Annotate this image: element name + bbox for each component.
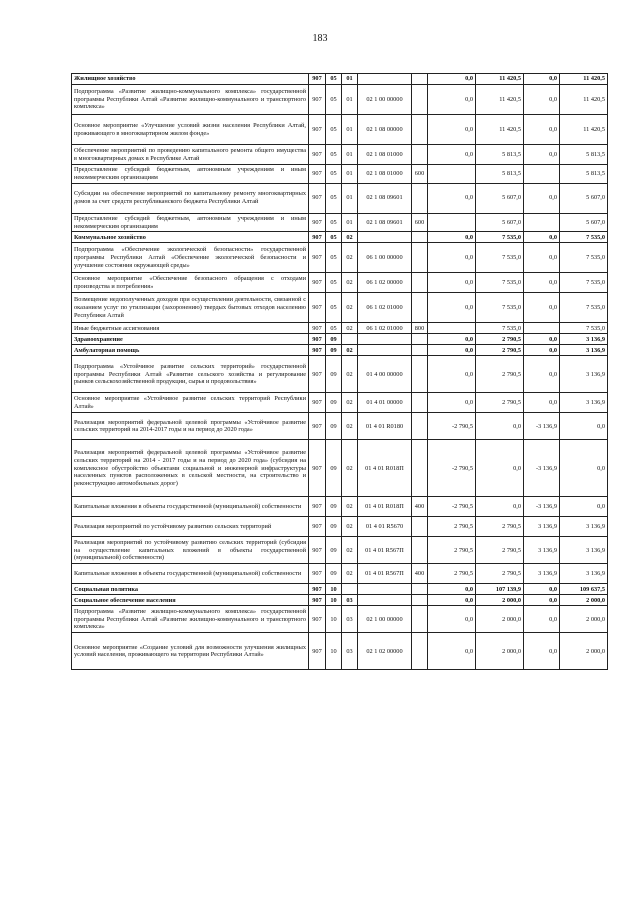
cell-amount-2: 5 813,5: [560, 145, 608, 165]
cell-amount-2: 7 535,0: [560, 232, 608, 243]
cell-amount-1: 5 607,0: [476, 213, 524, 232]
cell-amount-2: 2 000,0: [560, 633, 608, 670]
cell-ved: 907: [309, 213, 326, 232]
table-row: [72, 273, 608, 293]
cell-section: 05: [326, 165, 342, 184]
cell-amount-2: 3 136,9: [560, 356, 608, 393]
cell-amount-1: 7 535,0: [476, 273, 524, 293]
cell-expense-type: 400: [412, 497, 428, 517]
cell-ved: 907: [309, 606, 326, 633]
cell-amount-1: 7 535,0: [476, 232, 524, 243]
table-row: [72, 633, 608, 670]
cell-change-1: 0,0: [428, 334, 476, 345]
table-row: [72, 293, 608, 323]
cell-change-1: 2 790,5: [428, 517, 476, 537]
table-row: [72, 213, 608, 232]
cell-expense-type: 400: [412, 564, 428, 584]
cell-change-2: 0,0: [524, 183, 560, 213]
cell-section: 09: [326, 564, 342, 584]
cell-change-2: 3 136,9: [524, 564, 560, 584]
table-row: [72, 413, 608, 440]
cell-section: 09: [326, 537, 342, 564]
cell-name: Реализация мероприятий федеральной целевой программы «Устойчивое развитие сельских территорий на 2014 - 2017 годы и на период до 2020 года» (субсидия на комплексное обустройство объектами социальной и инженерной инфраструктуры населенных пунктов расположенных в сельской местности, на строительство и реконструкцию автомобильных дорог): [72, 440, 309, 497]
cell-name: Подпрограмма «Обеспечение экологической безопасности» государственной программы Республики Алтай «Обеспечение экологической безопасности и улучшение состояния окружающей среды»: [72, 243, 309, 273]
cell-expense-type: [412, 293, 428, 323]
table-row: [72, 165, 608, 184]
cell-change-1: -2 790,5: [428, 497, 476, 517]
cell-ved: 907: [309, 393, 326, 413]
cell-change-2: 3 136,9: [524, 517, 560, 537]
cell-expense-type: [412, 606, 428, 633]
cell-change-1: [428, 165, 476, 184]
cell-section: 09: [326, 517, 342, 537]
cell-change-2: 0,0: [524, 334, 560, 345]
cell-subsection: 02: [342, 232, 358, 243]
table-row: [72, 595, 608, 606]
cell-expense-type: [412, 85, 428, 115]
cell-subsection: 01: [342, 74, 358, 85]
cell-change-1: 0,0: [428, 356, 476, 393]
cell-subsection: 02: [342, 564, 358, 584]
cell-amount-2: 3 136,9: [560, 517, 608, 537]
cell-change-2: 3 136,9: [524, 537, 560, 564]
cell-expense-type: [412, 584, 428, 595]
cell-ved: 907: [309, 356, 326, 393]
cell-amount-1: 5 813,5: [476, 145, 524, 165]
cell-amount-1: 2 790,5: [476, 356, 524, 393]
cell-subsection: 02: [342, 537, 358, 564]
cell-subsection: 01: [342, 165, 358, 184]
cell-name: Капитальные вложения в объекты государственной (муниципальной) собственности: [72, 497, 309, 517]
cell-section: 09: [326, 356, 342, 393]
table-row: [72, 564, 608, 584]
cell-name: Реализация мероприятий по устойчивому развитию сельских территорий (субсидия на осуществление капитальных вложений в объекты государственной (муниципальной) собственности): [72, 537, 309, 564]
cell-section: 10: [326, 606, 342, 633]
table-row: [72, 440, 608, 497]
cell-expense-type: [412, 413, 428, 440]
table-row: [72, 232, 608, 243]
cell-change-1: 0,0: [428, 293, 476, 323]
cell-amount-1: 2 000,0: [476, 633, 524, 670]
cell-expense-type: 600: [412, 213, 428, 232]
cell-name: Подпрограмма «Развитие жилищно-коммунального комплекса» государственной программы Республики Алтай «Развитие жилищно-коммунального и транспортного комплекса»: [72, 85, 309, 115]
cell-name: Социальное обеспечение населения: [72, 595, 309, 606]
cell-section: 10: [326, 584, 342, 595]
table-row: [72, 115, 608, 145]
cell-change-1: -2 790,5: [428, 440, 476, 497]
cell-target-article: 02 1 00 00000: [358, 85, 412, 115]
cell-subsection: 03: [342, 633, 358, 670]
cell-change-2: -3 136,9: [524, 497, 560, 517]
cell-change-2: 0,0: [524, 293, 560, 323]
cell-ved: 907: [309, 165, 326, 184]
cell-ved: 907: [309, 537, 326, 564]
cell-change-1: 2 790,5: [428, 564, 476, 584]
cell-change-2: 0,0: [524, 606, 560, 633]
cell-target-article: 02 1 08 09601: [358, 183, 412, 213]
cell-change-1: [428, 323, 476, 334]
cell-name: Амбулаторная помощь: [72, 345, 309, 356]
table-row: [72, 74, 608, 85]
cell-target-article: [358, 334, 412, 345]
cell-name: Иные бюджетные ассигнования: [72, 323, 309, 334]
table-row: [72, 334, 608, 345]
cell-expense-type: [412, 183, 428, 213]
cell-subsection: 02: [342, 323, 358, 334]
cell-subsection: 02: [342, 273, 358, 293]
cell-amount-2: 0,0: [560, 497, 608, 517]
cell-change-2: [524, 323, 560, 334]
cell-change-2: -3 136,9: [524, 440, 560, 497]
cell-amount-2: 7 535,0: [560, 293, 608, 323]
cell-target-article: [358, 345, 412, 356]
table-row: [72, 584, 608, 595]
cell-ved: 907: [309, 413, 326, 440]
cell-amount-1: 107 139,9: [476, 584, 524, 595]
cell-section: 05: [326, 293, 342, 323]
cell-amount-2: 3 136,9: [560, 334, 608, 345]
cell-amount-1: 2 790,5: [476, 393, 524, 413]
cell-subsection: 01: [342, 115, 358, 145]
cell-amount-2: 5 813,5: [560, 165, 608, 184]
cell-amount-2: 11 420,5: [560, 115, 608, 145]
cell-name: Жилищное хозяйство: [72, 74, 309, 85]
cell-name: Возмещение недополученных доходов при осуществлении деятельности, связанной с оказанием услуг по утилизации (захоронению) твердых бытовых отходов населению Республики Алтай: [72, 293, 309, 323]
cell-subsection: 03: [342, 606, 358, 633]
cell-expense-type: [412, 393, 428, 413]
cell-section: 10: [326, 633, 342, 670]
cell-change-2: 0,0: [524, 85, 560, 115]
cell-name: Основное мероприятие «Улучшение условий жизни населения Республики Алтай, проживающего в многоквартирном жилом фонде»: [72, 115, 309, 145]
cell-amount-2: 11 420,5: [560, 85, 608, 115]
cell-ved: 907: [309, 595, 326, 606]
cell-name: Реализация мероприятий по устойчивому развитию сельских территорий: [72, 517, 309, 537]
cell-section: 05: [326, 145, 342, 165]
cell-target-article: 01 4 01 R0180: [358, 413, 412, 440]
cell-ved: 907: [309, 345, 326, 356]
cell-section: 09: [326, 497, 342, 517]
cell-amount-1: 7 535,0: [476, 293, 524, 323]
table-row: [72, 85, 608, 115]
cell-change-1: 0,0: [428, 393, 476, 413]
table-row: [72, 517, 608, 537]
cell-expense-type: 600: [412, 165, 428, 184]
cell-ved: 907: [309, 323, 326, 334]
page-number: 183: [312, 33, 328, 44]
cell-name: Обеспечение мероприятий по проведению капитального ремонта общего имущества в многоквартирных домах в Республике Алтай: [72, 145, 309, 165]
cell-change-1: 0,0: [428, 606, 476, 633]
cell-target-article: 06 1 02 01000: [358, 293, 412, 323]
cell-amount-1: 2 790,5: [476, 537, 524, 564]
cell-ved: 907: [309, 145, 326, 165]
cell-change-2: 0,0: [524, 356, 560, 393]
cell-subsection: 01: [342, 85, 358, 115]
cell-target-article: 02 1 08 01000: [358, 145, 412, 165]
cell-change-2: 0,0: [524, 595, 560, 606]
cell-amount-1: 7 535,0: [476, 323, 524, 334]
cell-amount-2: 2 000,0: [560, 595, 608, 606]
cell-section: 05: [326, 232, 342, 243]
cell-ved: 907: [309, 334, 326, 345]
cell-change-1: 0,0: [428, 595, 476, 606]
cell-name: Подпрограмма «Устойчивое развитие сельских территорий» государственной программы Республики Алтай «Развитие сельского хозяйства и регулирование рынков сельскохозяйственной продукции, сырья и продовольствия»: [72, 356, 309, 393]
table-row: [72, 345, 608, 356]
cell-amount-1: 11 420,5: [476, 85, 524, 115]
cell-change-2: 0,0: [524, 345, 560, 356]
cell-section: 05: [326, 323, 342, 334]
cell-section: 10: [326, 595, 342, 606]
cell-expense-type: [412, 345, 428, 356]
cell-amount-2: 7 535,0: [560, 273, 608, 293]
cell-section: 05: [326, 243, 342, 273]
cell-change-2: 0,0: [524, 115, 560, 145]
cell-expense-type: [412, 334, 428, 345]
cell-expense-type: [412, 356, 428, 393]
cell-target-article: 01 4 01 R5670: [358, 517, 412, 537]
cell-amount-2: 3 136,9: [560, 564, 608, 584]
cell-change-2: 0,0: [524, 584, 560, 595]
table-row: [72, 606, 608, 633]
cell-amount-2: 3 136,9: [560, 393, 608, 413]
cell-subsection: 02: [342, 345, 358, 356]
cell-expense-type: [412, 517, 428, 537]
cell-name: Предоставление субсидий бюджетным, автономным учреждениям и иным некоммерческим организациям: [72, 213, 309, 232]
budget-table: [71, 73, 608, 670]
budget-table-body: [72, 74, 608, 670]
cell-section: 09: [326, 334, 342, 345]
cell-target-article: 06 1 02 01000: [358, 323, 412, 334]
cell-ved: 907: [309, 293, 326, 323]
cell-subsection: [342, 334, 358, 345]
cell-amount-2: 5 607,0: [560, 183, 608, 213]
cell-subsection: 03: [342, 595, 358, 606]
cell-expense-type: [412, 537, 428, 564]
cell-ved: 907: [309, 440, 326, 497]
cell-amount-1: 2 790,5: [476, 517, 524, 537]
cell-ved: 907: [309, 232, 326, 243]
cell-section: 05: [326, 213, 342, 232]
cell-expense-type: [412, 273, 428, 293]
cell-section: 05: [326, 115, 342, 145]
cell-change-1: 2 790,5: [428, 537, 476, 564]
cell-amount-1: 2 790,5: [476, 564, 524, 584]
cell-section: 09: [326, 440, 342, 497]
cell-section: 05: [326, 183, 342, 213]
cell-ved: 907: [309, 85, 326, 115]
cell-target-article: 02 1 08 00000: [358, 115, 412, 145]
cell-amount-2: 7 535,0: [560, 323, 608, 334]
cell-ved: 907: [309, 497, 326, 517]
cell-name: Основное мероприятие «Устойчивое развитие сельских территорий Республики Алтай»: [72, 393, 309, 413]
cell-target-article: 01 4 01 R018П: [358, 440, 412, 497]
cell-target-article: 02 1 00 00000: [358, 606, 412, 633]
cell-section: 05: [326, 273, 342, 293]
cell-subsection: 01: [342, 183, 358, 213]
cell-section: 05: [326, 85, 342, 115]
cell-target-article: 02 1 08 09601: [358, 213, 412, 232]
cell-target-article: 02 1 02 00000: [358, 633, 412, 670]
cell-name: Коммунальное хозяйство: [72, 232, 309, 243]
cell-change-1: [428, 213, 476, 232]
cell-target-article: 01 4 00 00000: [358, 356, 412, 393]
cell-amount-1: 0,0: [476, 413, 524, 440]
cell-target-article: 01 4 01 00000: [358, 393, 412, 413]
cell-change-2: 0,0: [524, 232, 560, 243]
cell-expense-type: [412, 232, 428, 243]
cell-target-article: 01 4 01 R018П: [358, 497, 412, 517]
cell-target-article: 02 1 08 01000: [358, 165, 412, 184]
cell-section: 09: [326, 413, 342, 440]
cell-section: 09: [326, 393, 342, 413]
cell-amount-2: 7 535,0: [560, 243, 608, 273]
cell-amount-1: 2 000,0: [476, 595, 524, 606]
cell-change-2: [524, 165, 560, 184]
table-row: [72, 497, 608, 517]
cell-amount-1: 5 607,0: [476, 183, 524, 213]
cell-amount-1: 0,0: [476, 440, 524, 497]
cell-expense-type: [412, 595, 428, 606]
cell-change-1: 0,0: [428, 85, 476, 115]
cell-change-1: 0,0: [428, 584, 476, 595]
cell-change-1: -2 790,5: [428, 413, 476, 440]
cell-ved: 907: [309, 633, 326, 670]
cell-change-1: 0,0: [428, 232, 476, 243]
cell-amount-1: 11 420,5: [476, 74, 524, 85]
cell-expense-type: [412, 115, 428, 145]
cell-amount-2: 11 420,5: [560, 74, 608, 85]
table-row: [72, 537, 608, 564]
cell-subsection: 02: [342, 440, 358, 497]
cell-subsection: 02: [342, 517, 358, 537]
cell-subsection: [342, 584, 358, 595]
cell-target-article: [358, 74, 412, 85]
cell-expense-type: 800: [412, 323, 428, 334]
cell-change-1: 0,0: [428, 243, 476, 273]
cell-name: Подпрограмма «Развитие жилищно-коммунального комплекса» государственной программы Республики Алтай «Развитие жилищно-коммунального и транспортного комплекса»: [72, 606, 309, 633]
cell-amount-1: 2 000,0: [476, 606, 524, 633]
cell-change-1: 0,0: [428, 115, 476, 145]
cell-target-article: 01 4 01 R567П: [358, 537, 412, 564]
cell-ved: 907: [309, 273, 326, 293]
cell-name: Здравоохранение: [72, 334, 309, 345]
cell-amount-1: 2 790,5: [476, 345, 524, 356]
cell-name: Капитальные вложения в объекты государственной (муниципальной) собственности: [72, 564, 309, 584]
cell-subsection: 02: [342, 243, 358, 273]
cell-change-2: -3 136,9: [524, 413, 560, 440]
cell-subsection: 02: [342, 393, 358, 413]
cell-target-article: 06 1 02 00000: [358, 273, 412, 293]
cell-amount-1: 2 790,5: [476, 334, 524, 345]
cell-change-2: 0,0: [524, 74, 560, 85]
cell-change-1: 0,0: [428, 273, 476, 293]
cell-subsection: 02: [342, 293, 358, 323]
cell-change-2: 0,0: [524, 273, 560, 293]
cell-amount-2: 3 136,9: [560, 345, 608, 356]
cell-amount-1: 0,0: [476, 497, 524, 517]
table-row: [72, 356, 608, 393]
cell-ved: 907: [309, 243, 326, 273]
cell-change-2: 0,0: [524, 633, 560, 670]
cell-subsection: 01: [342, 145, 358, 165]
cell-expense-type: [412, 74, 428, 85]
cell-target-article: [358, 595, 412, 606]
cell-ved: 907: [309, 115, 326, 145]
cell-expense-type: [412, 243, 428, 273]
cell-ved: 907: [309, 584, 326, 595]
cell-change-1: 0,0: [428, 183, 476, 213]
cell-amount-2: 0,0: [560, 413, 608, 440]
table-row: [72, 393, 608, 413]
cell-amount-2: 2 000,0: [560, 606, 608, 633]
cell-name: Реализация мероприятий федеральной целевой программы «Устойчивое развитие сельских территорий на 2014-2017 годы и на период до 2020 года»: [72, 413, 309, 440]
table-row: [72, 183, 608, 213]
cell-amount-2: 3 136,9: [560, 537, 608, 564]
cell-ved: 907: [309, 564, 326, 584]
cell-expense-type: [412, 633, 428, 670]
cell-change-1: 0,0: [428, 74, 476, 85]
cell-change-1: 0,0: [428, 345, 476, 356]
cell-amount-2: 109 637,5: [560, 584, 608, 595]
cell-name: Предоставление субсидий бюджетным, автономным учреждениям и иным некоммерческим организациям: [72, 165, 309, 184]
cell-expense-type: [412, 440, 428, 497]
cell-ved: 907: [309, 517, 326, 537]
cell-subsection: 02: [342, 497, 358, 517]
cell-ved: 907: [309, 74, 326, 85]
cell-name: Субсидии на обеспечение мероприятий по капитальному ремонту многоквартирных домов за счет средств республиканского бюджета Республики Алтай: [72, 183, 309, 213]
cell-target-article: [358, 232, 412, 243]
cell-target-article: 01 4 01 R567П: [358, 564, 412, 584]
cell-change-2: [524, 213, 560, 232]
cell-name: Основное мероприятие «Обеспечение безопасного обращения с отходами производства и потребления»: [72, 273, 309, 293]
cell-section: 05: [326, 74, 342, 85]
table-row: [72, 323, 608, 334]
cell-amount-1: 5 813,5: [476, 165, 524, 184]
cell-change-1: 0,0: [428, 633, 476, 670]
cell-change-2: 0,0: [524, 243, 560, 273]
cell-subsection: 02: [342, 356, 358, 393]
cell-amount-1: 7 535,0: [476, 243, 524, 273]
cell-target-article: 06 1 00 00000: [358, 243, 412, 273]
cell-amount-2: 0,0: [560, 440, 608, 497]
cell-subsection: 01: [342, 213, 358, 232]
cell-amount-1: 11 420,5: [476, 115, 524, 145]
cell-amount-2: 5 607,0: [560, 213, 608, 232]
cell-change-2: 0,0: [524, 393, 560, 413]
cell-name: Основное мероприятие «Создание условий для возможности улучшения жилищных условий населения, проживающего на территории Республики Алтай»: [72, 633, 309, 670]
cell-change-1: 0,0: [428, 145, 476, 165]
table-row: [72, 243, 608, 273]
cell-target-article: [358, 584, 412, 595]
table-row: [72, 145, 608, 165]
cell-section: 09: [326, 345, 342, 356]
cell-name: Социальная политика: [72, 584, 309, 595]
cell-ved: 907: [309, 183, 326, 213]
cell-change-2: 0,0: [524, 145, 560, 165]
cell-subsection: 02: [342, 413, 358, 440]
cell-expense-type: [412, 145, 428, 165]
